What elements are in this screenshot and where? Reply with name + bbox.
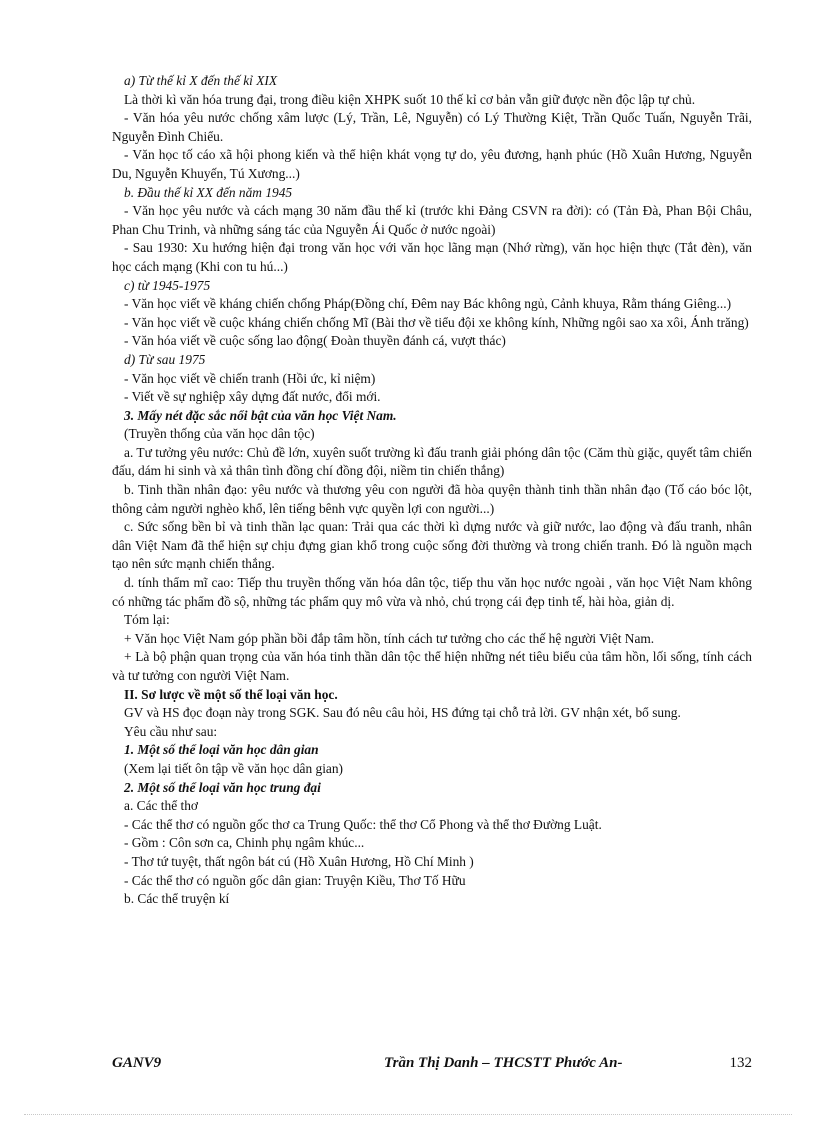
paragraph: - Văn học viết về kháng chiến chống Pháp(Đồng chí, Đêm nay Bác không ngủ, Cảnh khuya, Rằm tháng Giêng...) [124, 296, 732, 312]
paragraph: a. Các thể thơ [124, 798, 199, 814]
paragraph: GV và HS đọc đoạn này trong SGK. Sau đó nêu câu hỏi, HS đứng tại chỗ trả lời. GV nhận xét, bổ sung. [124, 705, 681, 721]
section-heading: b. Đầu thế kỉ XX đến năm 1945 [124, 184, 293, 200]
paragraph: - Thơ tứ tuyệt, thất ngôn bát cú (Hồ Xuân Hương, Hồ Chí Minh ) [124, 853, 474, 869]
section-heading: 1. Một số thể loại văn học dân gian [124, 742, 319, 758]
paragraph: - Văn học yêu nước và cách mạng 30 năm đầu thế kỉ (trước khi Đảng CSVN ra đời): có (Tản Đà, Phan Bội Châu, Phan Chu Trinh, và những sáng tác của Nguyễn Ái Quốc ở nước ngoài) [112, 203, 752, 237]
section-heading: a) Từ thế kỉ X đến thế kỉ XIX [124, 73, 278, 88]
paragraph: Là thời kì văn hóa trung đại, trong điều kiện XHPK suốt 10 thế kỉ cơ bản vẫn giữ được nền độc lập tự chủ. [124, 91, 696, 107]
paragraph: c. Sức sống bền bỉ và tinh thần lạc quan: Trải qua các thời kì dựng nước và giữ nước, lao động và đấu tranh, nhân dân Việt Nam đã thể hiện sự chịu đựng gian khổ trong cuộc sống đời thường và trong chiến tranh. Đó là nguồn mạch tạo nên sức mạnh chiến thắng. [112, 519, 752, 572]
section-heading: 2. Một số thể loại văn học trung đại [124, 779, 321, 795]
paragraph: - Sau 1930: Xu hướng hiện đại trong văn học với văn học lãng mạn (Nhớ rừng), văn học hiện thực (Tắt đèn), văn học cách mạng (Khi con tu hú...) [112, 240, 752, 274]
paragraph: - Văn học viết về chiến tranh (Hồi ức, kỉ niệm) [124, 370, 376, 386]
paragraph: - Các thể thơ có nguồn gốc thơ ca Trung Quốc: thể thơ Cổ Phong và thể thơ Đường Luật. [124, 816, 602, 832]
paragraph: - Văn học tố cáo xã hội phong kiến và thể hiện khát vọng tự do, yêu đương, hạnh phúc (Hồ Xuân Hương, Nguyễn Du, Nguyễn Khuyến, Tú Xương...) [112, 147, 752, 181]
paragraph: d. tính thẩm mĩ cao: Tiếp thu truyền thống văn hóa dân tộc, tiếp thu văn học nước ngoài , văn học Việt Nam không có những tác phẩm đồ sộ, những tác phẩm quy mô vừa và nhỏ, chú trọng cái đẹp tinh tế, hài hòa, giản dị. [112, 575, 752, 609]
paragraph: - Văn học viết về cuộc kháng chiến chống Mĩ (Bài thơ về tiểu đội xe không kính, Những ngôi sao xa xôi, Ánh trăng) [124, 314, 749, 330]
page-footer [112, 1055, 752, 1077]
paragraph: + Là bộ phận quan trọng của văn hóa tinh thần dân tộc thể hiện những nét tiêu biểu của tâm hồn, lối sống, tính cách và tư tưởng con người Việt Nam. [112, 649, 752, 683]
page-bottom-divider [24, 1114, 792, 1115]
document-body [112, 72, 752, 909]
paragraph: b. Tinh thần nhân đạo: yêu nước và thương yêu con người đã hòa quyện thành tinh thần nhân đạo (Tố cáo bóc lột, thông cảm người nghèo khổ, lên tiếng bênh vực quyền lợi con người...) [112, 482, 752, 516]
paragraph: - Văn hóa yêu nước chống xâm lược (Lý, Trần, Lê, Nguyễn) có Lý Thường Kiệt, Trần Quốc Tuấn, Nguyễn Trãi, Nguyễn Đình Chiểu. [112, 110, 752, 144]
section-heading: II. Sơ lược về một số thể loại văn học. [124, 686, 338, 702]
paragraph: - Gồm : Côn sơn ca, Chinh phụ ngâm khúc... [124, 835, 365, 851]
paragraph: Tóm lại: [124, 612, 170, 628]
paragraph: (Xem lại tiết ôn tập về văn học dân gian) [124, 760, 344, 776]
paragraph: + Văn học Việt Nam góp phần bồi đắp tâm hồn, tính cách tư tưởng cho các thế hệ người Việt Nam. [124, 630, 655, 646]
paragraph: (Truyền thống của văn học dân tộc) [124, 426, 315, 442]
footer-author: Trần Thị Danh – THCSTT Phước An- [384, 1055, 623, 1071]
paragraph: - Các thể thơ có nguồn gốc dân gian: Truyện Kiều, Thơ Tố Hữu [124, 872, 466, 888]
paragraph: a. Tư tưởng yêu nước: Chủ đề lớn, xuyên suốt trường kì đấu tranh giải phóng dân tộc (Căm thù giặc, quyết tâm chiến đấu, dám hi sinh và xả thân tình đồng chí đồng đội, niềm tin chiến thắng) [112, 444, 752, 479]
footer-left-label: GANV9 [112, 1055, 162, 1071]
paragraph: - Viết về sự nghiệp xây dựng đất nước, đổi mới. [124, 389, 381, 405]
paragraph: b. Các thể truyện kí [124, 891, 230, 907]
section-heading: 3. Mấy nét đặc sắc nổi bật của văn học Việt Nam. [124, 407, 397, 423]
section-heading: d) Từ sau 1975 [124, 351, 206, 367]
page-number: 132 [729, 1055, 752, 1071]
section-heading: c) từ 1945-1975 [124, 277, 211, 293]
paragraph: Yêu cầu như sau: [124, 723, 218, 739]
paragraph: - Văn hóa viết về cuộc sống lao động( Đoàn thuyền đánh cá, vượt thác) [124, 333, 506, 349]
